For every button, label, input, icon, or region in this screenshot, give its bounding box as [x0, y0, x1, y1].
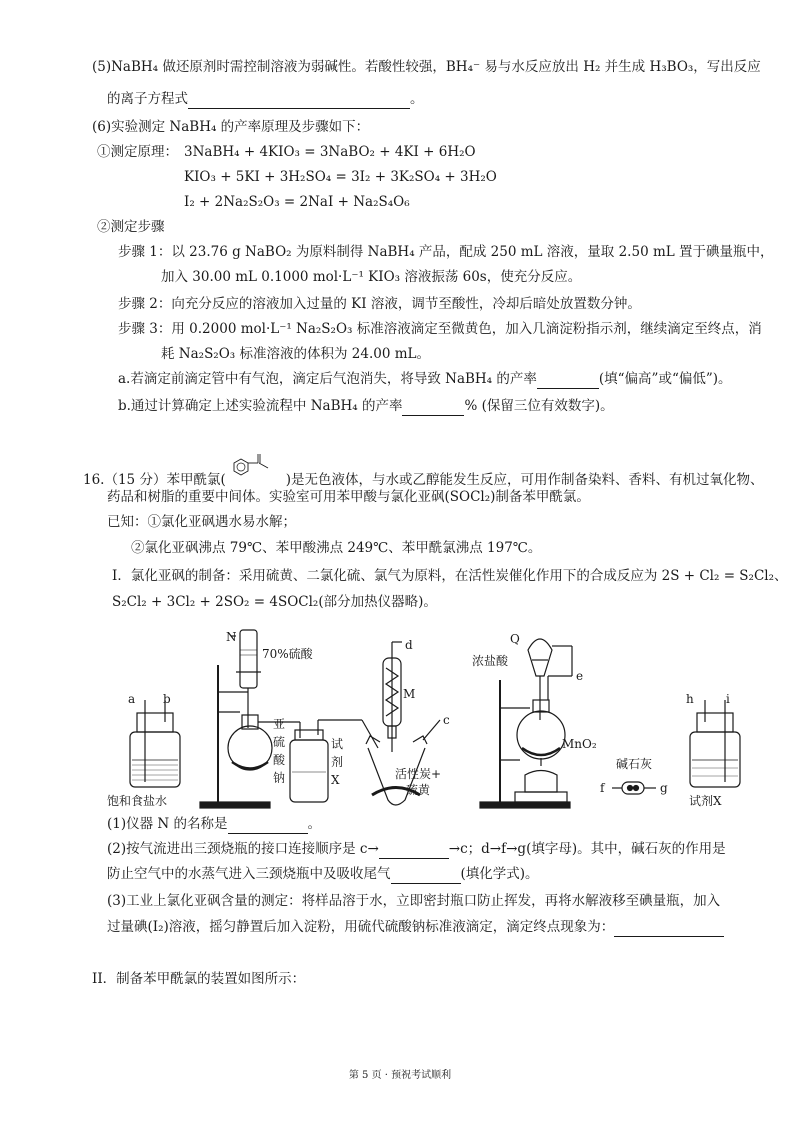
q5-line2-suffix: 。: [410, 91, 424, 107]
answer-blank-q16-2b[interactable]: [391, 865, 461, 884]
label-n: N: [226, 630, 237, 644]
q16-known-2: ②氯化亚砜沸点 79℃、苯甲酸沸点 249℃、苯甲酰氯沸点 197℃。: [131, 540, 542, 556]
step-1-line1: 步骤 1：以 23.76 g NaBO₂ 为原料制得 NaBH₄ 产品，配成 250 mL 溶液，量取 2.50 mL 置于碘量瓶中，: [118, 244, 774, 260]
q16-intro-suffix: )是无色液体，与水或乙醇能发生反应，可用作制备染料、香料、有机过氧化物、: [285, 472, 764, 488]
q16-intro-prefix: 16.（15 分）苯甲酰氯(: [83, 472, 226, 488]
q6a-suffix: (填“偏高”或“偏低”)。: [598, 371, 732, 387]
label-i: i: [726, 692, 730, 706]
q16-sub1: [107, 815, 321, 834]
wash-bottle-saline: [130, 700, 180, 787]
label-70-sulfuric-acid: 70%硫酸: [262, 647, 313, 661]
label-d: d: [405, 638, 413, 652]
q6-principle-label: ①测定原理：: [97, 144, 178, 160]
q16-part2-title: II．制备苯甲酰氯的装置如图所示：: [92, 971, 306, 987]
q16-sub2-line2: [107, 865, 539, 884]
separatory-funnel-q: [528, 639, 572, 720]
label-e: e: [576, 669, 584, 683]
dropping-funnel-n: [231, 630, 261, 728]
q16-known-1: 已知：①氯化亚砜遇水易水解；: [107, 514, 296, 530]
step-3-line1: 步骤 3：用 0.2000 mol·L⁻¹ Na₂S₂O₃ 标准溶液滴定至微黄色，加入几滴淀粉指示剂，继续滴定至终点，消: [118, 321, 762, 337]
q16-sub3b-prefix: 过量碘(I₂)溶液，摇匀静置后加入淀粉，用硫代硫酸钠标准液滴定，滴定终点现象为：: [107, 919, 615, 935]
equation-1: 3NaBH₄ + 4KIO₃ = 3NaBO₂ + 4KI + 6H₂O: [184, 144, 476, 160]
q5-line2-prefix: 的离子方程式: [107, 91, 188, 107]
answer-blank-q16-3[interactable]: [614, 918, 724, 937]
q16-sub3-line2: [107, 918, 724, 937]
label-f: f: [600, 781, 605, 795]
equation-3: I₂ + 2Na₂S₂O₃ = 2NaI + Na₂S₄O₆: [184, 194, 410, 210]
label-reagent-x-3: X: [331, 773, 340, 787]
answer-blank-q16-2a[interactable]: [379, 840, 449, 859]
step-3-line2: 耗 Na₂S₂O₃ 标准溶液的体积为 24.00 mL。: [161, 346, 430, 362]
q16-sub3-line1: (3)工业上氯化亚砜含量的测定：将样品溶于水，立即密封瓶口防止挥发，再将水解液移至碘量瓶，加入: [107, 893, 721, 909]
answer-blank-q16-1[interactable]: [228, 815, 308, 834]
label-saturated-saline: 饱和食盐水: [107, 794, 168, 808]
q5-line1: (5)NaBH₄ 做还原剂时需控制溶液为弱碱性。若酸性较强，BH₄⁻ 易与水反应放出 H₂ 并生成 H₃BO₃，写出反应: [92, 59, 761, 75]
label-activated-carbon: 活性炭+: [395, 767, 442, 781]
q16-sub2-line1: [107, 840, 726, 859]
q16-part1-line2: S₂Cl₂ + 3Cl₂ + 2SO₂ = 4SOCl₂(部分加热仪器略)。: [112, 594, 437, 610]
label-reagent-x-1: 试: [331, 737, 344, 751]
label-sulfite-3: 酸: [273, 753, 286, 767]
label-soda-lime: 碱石灰: [616, 757, 653, 771]
q16-sub2-prefix: (2)按气流进出三颈烧瓶的接口连接顺序是 c→: [107, 841, 379, 857]
label-q: Q: [510, 632, 520, 646]
q16-sub1-suffix: 。: [307, 816, 322, 832]
q16-sub2-suffix: →c；d→f→g(填字母)。其中，碱石灰的作用是: [448, 841, 726, 857]
step-1-line2: 加入 30.00 mL 0.1000 mol·L⁻¹ KIO₃ 溶液振荡 60s，使充分反应。: [161, 269, 582, 285]
label-a: a: [128, 692, 136, 706]
label-mno2: MnO₂: [562, 737, 597, 751]
q6-steps-label: ②测定步骤: [97, 219, 165, 235]
label-sulfite-2: 硫: [273, 735, 286, 749]
q16-sub2b-suffix: (填化学式)。: [460, 866, 539, 882]
label-sulfite-1: 亚: [273, 717, 286, 731]
label-g: g: [660, 781, 668, 795]
q6b-suffix: % (保留三位有效数字)。: [464, 398, 614, 414]
q6a-prefix: a.若滴定前滴定管中有气泡，滴定后气泡消失，将导致 NaBH₄ 的产率: [118, 371, 537, 387]
label-c: c: [443, 713, 450, 727]
q6-title: (6)实验测定 NaBH₄ 的产率原理及步骤如下：: [92, 119, 370, 135]
q16-intro-line2: 药品和树脂的重要中间体。实验室可用苯甲酸与氯化亚砜(SOCl₂)制备苯甲酰氯。: [107, 489, 590, 505]
iron-stand-1: [200, 665, 270, 808]
label-reagent-x-2: 剂: [331, 755, 344, 769]
page-footer: 第 5 页 · 预祝考试顺利: [348, 1070, 452, 1081]
label-sulfur: 硫黄: [406, 783, 431, 797]
soda-lime-tube: [612, 782, 656, 794]
condenser-m: [383, 642, 402, 752]
q6b-prefix: b.通过计算确定上述实验流程中 NaBH₄ 的产率: [118, 398, 403, 414]
equation-2: KIO₃ + 5KI + 3H₂SO₄ = 3I₂ + 3K₂SO₄ + 3H₂O: [184, 169, 497, 185]
distilling-flask-mno2: [517, 700, 565, 759]
label-reagent-x-right: 试剂X: [689, 794, 722, 808]
step-2: 步骤 2：向充分反应的溶液加入过量的 KI 溶液，调节至酸性，冷却后暗处放置数分钟。: [118, 296, 641, 312]
label-m: M: [403, 687, 416, 701]
q16-sub1-prefix: (1)仪器 N 的名称是: [107, 816, 228, 832]
label-conc-hcl: 浓盐酸: [472, 654, 509, 668]
q16-part1-line1: I．氯化亚砜的制备：采用硫黄、二氯化硫、氯气为原料，在活性炭催化作用下的合成反应为 2S + Cl₂ = S₂Cl₂、: [112, 568, 788, 584]
round-flask-sulfite: [228, 715, 300, 770]
label-b: b: [163, 692, 171, 706]
label-sulfite-4: 钠: [273, 771, 286, 785]
label-h: h: [686, 692, 694, 706]
q16-sub2b-prefix: 防止空气中的水蒸气进入三颈烧瓶中及吸收尾气: [107, 866, 391, 882]
alcohol-lamp: [515, 758, 567, 802]
reagent-x-bottle-right: [690, 700, 740, 787]
